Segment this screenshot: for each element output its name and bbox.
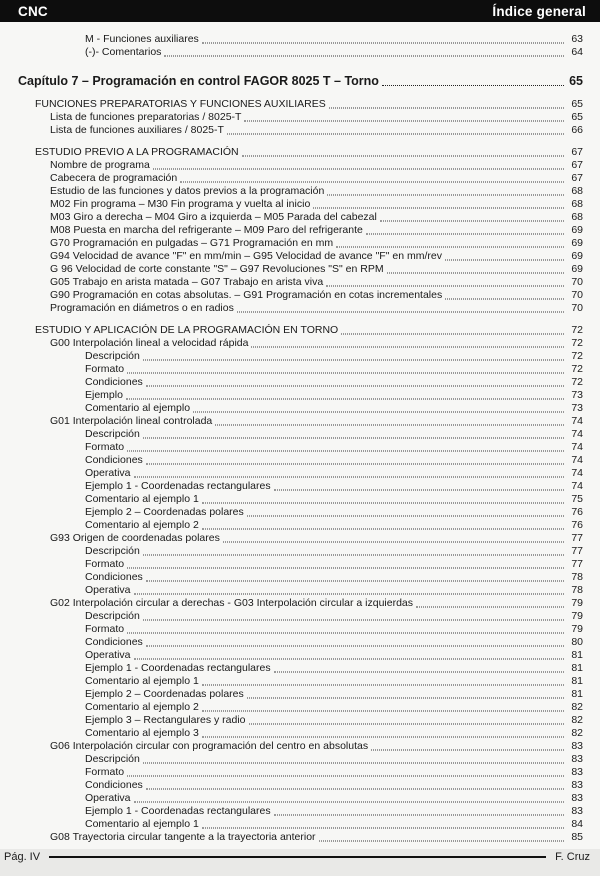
- toc-entry-page: 81: [571, 662, 583, 674]
- toc-entry-title: G06 Interpolación circular con programación del centro en absolutas: [50, 740, 369, 752]
- toc-entry-title: Ejemplo 1 - Coordenadas rectangulares: [85, 662, 271, 674]
- toc-entry-title: Programación en diámetros o en radios: [50, 302, 234, 314]
- dotted-leader: [326, 286, 564, 287]
- toc-entry-title: M08 Puesta en marcha del refrigerante – M09 Paro del refrigerante: [50, 224, 363, 236]
- toc-entry-title: G 96 Velocidad de corte constante "S" – G97 Revoluciones "S" en RPM: [50, 263, 384, 275]
- toc-entry-page: 77: [571, 545, 583, 557]
- toc-entry: [18, 805, 583, 818]
- toc-entry-title: G00 Interpolación lineal a velocidad rápida: [50, 337, 249, 349]
- toc-entry-page: 74: [571, 454, 583, 466]
- toc-entry-title: Comentario al ejemplo 1: [85, 818, 199, 830]
- dotted-leader: [127, 451, 564, 452]
- footer-author: F. Cruz: [555, 851, 590, 863]
- toc-entry-title: Comentario al ejemplo 1: [85, 675, 199, 687]
- toc-entry-title: Condiciones: [85, 376, 143, 388]
- toc-entry: [18, 779, 583, 792]
- toc-entry-page: 70: [571, 289, 583, 301]
- page-header: [0, 0, 600, 22]
- dotted-leader: [247, 698, 564, 699]
- toc-entry-page: 74: [571, 441, 583, 453]
- dotted-leader: [380, 221, 564, 222]
- dotted-leader: [327, 195, 564, 196]
- toc-entry-title: Operativa: [85, 649, 131, 661]
- dotted-leader: [341, 334, 564, 335]
- toc-entry: [18, 636, 583, 649]
- dotted-leader: [127, 776, 564, 777]
- toc-entry-title: Nombre de programa: [50, 159, 150, 171]
- dotted-leader: [202, 503, 564, 504]
- dotted-leader: [223, 542, 564, 543]
- toc-entry: [18, 185, 583, 198]
- toc-entry-title: Formato: [85, 623, 125, 635]
- toc-entry-title: Comentario al ejemplo: [85, 402, 191, 414]
- toc-entry: [18, 324, 583, 337]
- toc-entry: [18, 688, 583, 701]
- toc-entry-title: Descripción: [85, 545, 140, 557]
- dotted-leader: [371, 750, 564, 751]
- toc-entry: [18, 263, 583, 276]
- toc-entry-page: 72: [571, 350, 583, 362]
- dotted-leader: [126, 399, 564, 400]
- header-doc-title: CNC: [18, 3, 48, 19]
- toc-entry: [18, 623, 583, 636]
- toc-entry: [18, 33, 583, 46]
- toc-entry-title: Condiciones: [85, 779, 143, 791]
- toc-entry: [18, 571, 583, 584]
- toc-entry-page: 75: [571, 493, 583, 505]
- dotted-leader: [127, 373, 564, 374]
- toc-entry-title: G02 Interpolación circular a derechas - G03 Interpolación circular a izquierdas: [50, 597, 414, 609]
- toc-entry: [18, 701, 583, 714]
- dotted-leader: [146, 646, 564, 647]
- dotted-leader: [445, 260, 564, 261]
- toc-entry: [18, 766, 583, 779]
- toc-entry: [18, 467, 583, 480]
- toc-entry: [18, 198, 583, 211]
- toc-entry-page: 79: [571, 623, 583, 635]
- toc-entry-title: Formato: [85, 558, 125, 570]
- toc-entry-page: 77: [571, 532, 583, 544]
- dotted-leader: [274, 815, 564, 816]
- toc-entry-page: 83: [571, 740, 583, 752]
- toc-entry: [18, 428, 583, 441]
- toc-entry: [18, 211, 583, 224]
- toc-entry-page: 83: [571, 792, 583, 804]
- dotted-leader: [313, 208, 564, 209]
- toc-entry: [18, 111, 583, 124]
- toc-entry: [18, 584, 583, 597]
- toc-entry-page: 74: [571, 415, 583, 427]
- toc-entry-title: M02 Fin programa – M30 Fin programa y vuelta al inicio: [50, 198, 311, 210]
- footer-rule: [49, 856, 546, 859]
- dotted-leader: [274, 672, 564, 673]
- toc-entry-page: 79: [571, 610, 583, 622]
- toc-entry-title: Ejemplo 3 – Rectangulares y radio: [85, 714, 246, 726]
- toc-entry-page: 72: [571, 363, 583, 375]
- toc-entry-page: 83: [571, 779, 583, 791]
- toc-entry-page: 84: [571, 818, 583, 830]
- toc-entry: [18, 519, 583, 532]
- toc-entry: [18, 545, 583, 558]
- toc-entry-title: Ejemplo 2 – Coordenadas polares: [85, 506, 244, 518]
- dotted-leader: [146, 581, 564, 582]
- toc-entry: [18, 146, 583, 159]
- toc-entry: [18, 506, 583, 519]
- dotted-leader: [146, 386, 564, 387]
- page-footer: [0, 844, 600, 876]
- toc-entry-page: 70: [571, 302, 583, 314]
- toc-entry-title: Operativa: [85, 584, 131, 596]
- dotted-leader: [382, 85, 564, 86]
- dotted-leader: [244, 121, 564, 122]
- toc-entry: [18, 649, 583, 662]
- toc-entry-title: Condiciones: [85, 571, 143, 583]
- toc-entry-title: G01 Interpolación lineal controlada: [50, 415, 213, 427]
- toc-entry: [18, 727, 583, 740]
- toc-entry-title: ESTUDIO PREVIO A LA PROGRAMACIÓN: [35, 146, 239, 158]
- dotted-leader: [336, 247, 564, 248]
- toc-entry-page: 68: [571, 185, 583, 197]
- toc-entry-page: 80: [571, 636, 583, 648]
- toc-entry-page: 83: [571, 766, 583, 778]
- toc-entry-title: Descripción: [85, 428, 140, 440]
- toc-entry-page: 67: [571, 159, 583, 171]
- toc-entry: [18, 740, 583, 753]
- toc-entry: [18, 610, 583, 623]
- dotted-leader: [202, 685, 564, 686]
- dotted-leader: [146, 464, 564, 465]
- toc-entry-page: 82: [571, 701, 583, 713]
- dotted-leader: [274, 490, 564, 491]
- toc-entry: [18, 363, 583, 376]
- toc-entry-title: Formato: [85, 441, 125, 453]
- toc-entry-title: Ejemplo 1 - Coordenadas rectangulares: [85, 480, 271, 492]
- toc-entry-title: FUNCIONES PREPARATORIAS Y FUNCIONES AUXILIARES: [35, 98, 326, 110]
- dotted-leader: [202, 711, 564, 712]
- toc-entry-title: Condiciones: [85, 454, 143, 466]
- dotted-leader: [251, 347, 564, 348]
- toc-entry-page: 76: [571, 506, 583, 518]
- toc-entry-page: 68: [571, 198, 583, 210]
- toc-entry-title: G08 Trayectoria circular tangente a la trayectoria anterior: [50, 831, 316, 843]
- toc-entry: [18, 493, 583, 506]
- toc-entry: [18, 159, 583, 172]
- toc-entry-title: Condiciones: [85, 636, 143, 648]
- toc-entry-title: Comentario al ejemplo 1: [85, 493, 199, 505]
- toc-entry: [18, 753, 583, 766]
- toc-entry-title: Comentario al ejemplo 3: [85, 727, 199, 739]
- toc-entry: [18, 237, 583, 250]
- toc-entry-page: 64: [571, 46, 583, 58]
- toc-entry: [18, 124, 583, 137]
- toc-entry-page: 73: [571, 389, 583, 401]
- dotted-leader: [247, 516, 564, 517]
- toc-entry-page: 69: [571, 263, 583, 275]
- dotted-leader: [319, 841, 564, 842]
- toc-entry-page: 72: [571, 376, 583, 388]
- toc-entry: [18, 792, 583, 805]
- toc-entry: [18, 250, 583, 263]
- toc-entry: [18, 558, 583, 571]
- toc-entry: [18, 224, 583, 237]
- dotted-leader: [416, 607, 564, 608]
- toc-entry-title: (-)- Comentarios: [85, 46, 162, 58]
- dotted-leader: [249, 724, 564, 725]
- footer-page-number: Pág. IV: [4, 851, 41, 863]
- dotted-leader: [134, 594, 564, 595]
- dotted-leader: [134, 477, 564, 478]
- toc-entry-page: 66: [571, 124, 583, 136]
- toc-entry-title: Descripción: [85, 350, 140, 362]
- toc-entry-title: Cabecera de programación: [50, 172, 178, 184]
- dotted-leader: [143, 555, 564, 556]
- dotted-leader: [143, 620, 564, 621]
- toc-entry-title: M03 Giro a derecha – M04 Giro a izquierda – M05 Parada del cabezal: [50, 211, 377, 223]
- toc-entry-page: 73: [571, 402, 583, 414]
- dotted-leader: [193, 412, 564, 413]
- dotted-leader: [143, 360, 564, 361]
- toc-entry-title: Capítulo 7 – Programación en control FAGOR 8025 T – Torno: [18, 74, 379, 88]
- toc-entry-page: 78: [571, 584, 583, 596]
- toc-entry-title: ESTUDIO Y APLICACIÓN DE LA PROGRAMACIÓN EN TORNO: [35, 324, 339, 336]
- toc-entry-page: 69: [571, 250, 583, 262]
- toc-entry-title: Formato: [85, 363, 125, 375]
- toc-entry-page: 77: [571, 558, 583, 570]
- dotted-leader: [180, 182, 564, 183]
- toc-entry: [18, 480, 583, 493]
- toc-entry-page: 78: [571, 571, 583, 583]
- toc-entry: [18, 662, 583, 675]
- toc-entry-title: Descripción: [85, 753, 140, 765]
- toc-entry-page: 82: [571, 714, 583, 726]
- toc-entry-title: G94 Velocidad de avance "F" en mm/min – G95 Velocidad de avance "F" en mm/rev: [50, 250, 442, 262]
- toc-entry-title: Ejemplo 2 – Coordenadas polares: [85, 688, 244, 700]
- dotted-leader: [164, 56, 564, 57]
- dotted-leader: [143, 438, 564, 439]
- dotted-leader: [202, 828, 564, 829]
- dotted-leader: [366, 234, 564, 235]
- toc-entry-page: 68: [571, 211, 583, 223]
- toc-entry-page: 76: [571, 519, 583, 531]
- toc-entry-title: M - Funciones auxiliares: [85, 33, 199, 45]
- toc-entry-page: 74: [571, 480, 583, 492]
- toc-entry-page: 65: [571, 98, 583, 110]
- toc-entry-page: 69: [571, 237, 583, 249]
- dotted-leader: [134, 802, 564, 803]
- toc-entry: [18, 675, 583, 688]
- toc-entry: [18, 597, 583, 610]
- dotted-leader: [143, 763, 564, 764]
- dotted-leader: [445, 299, 564, 300]
- toc-entry-title: Ejemplo: [85, 389, 123, 401]
- toc-entry-page: 63: [571, 33, 583, 45]
- toc-entry-page: 65: [571, 111, 583, 123]
- dotted-leader: [329, 108, 564, 109]
- toc-entry: [18, 402, 583, 415]
- toc-entry-title: Comentario al ejemplo 2: [85, 519, 199, 531]
- toc-entry-page: 85: [571, 831, 583, 843]
- dotted-leader: [127, 633, 564, 634]
- toc-entry-page: 69: [571, 224, 583, 236]
- toc-entry-title: Lista de funciones auxiliares / 8025-T: [50, 124, 224, 136]
- toc-entry: [18, 289, 583, 302]
- toc-entry: [18, 302, 583, 315]
- dotted-leader: [215, 425, 564, 426]
- dotted-leader: [134, 659, 564, 660]
- toc-entry-page: 74: [571, 467, 583, 479]
- toc-entry-title: Ejemplo 1 - Coordenadas rectangulares: [85, 805, 271, 817]
- toc-entry-page: 81: [571, 649, 583, 661]
- header-section-title: Índice general: [492, 3, 586, 19]
- toc-entry-title: Operativa: [85, 792, 131, 804]
- dotted-leader: [153, 169, 564, 170]
- toc-entry-page: 83: [571, 753, 583, 765]
- toc-entry-page: 72: [571, 337, 583, 349]
- toc-entry: [18, 441, 583, 454]
- toc-entry-page: 79: [571, 597, 583, 609]
- toc-entry: [18, 831, 583, 844]
- toc-entry-page: 72: [571, 324, 583, 336]
- toc-entry: [18, 73, 583, 89]
- toc-entry-title: G70 Programación en pulgadas – G71 Programación en mm: [50, 237, 334, 249]
- toc-entry: [18, 818, 583, 831]
- toc-entry: [18, 376, 583, 389]
- toc-entry-page: 67: [571, 172, 583, 184]
- dotted-leader: [242, 156, 564, 157]
- toc-entry: [18, 172, 583, 185]
- toc-entry-page: 82: [571, 727, 583, 739]
- toc-entry: [18, 98, 583, 111]
- dotted-leader: [127, 568, 564, 569]
- toc-entry: [18, 454, 583, 467]
- toc-entry-title: Descripción: [85, 610, 140, 622]
- toc-entry: [18, 415, 583, 428]
- toc-entry-title: Comentario al ejemplo 2: [85, 701, 199, 713]
- toc-entry-title: Formato: [85, 766, 125, 778]
- toc-entry: [18, 337, 583, 350]
- dotted-leader: [202, 529, 564, 530]
- toc-entry-page: 67: [571, 146, 583, 158]
- toc-entry-page: 83: [571, 805, 583, 817]
- toc-entry-page: 81: [571, 675, 583, 687]
- toc-entry-title: G90 Programación en cotas absolutas. – G91 Programación en cotas incrementales: [50, 289, 443, 301]
- dotted-leader: [146, 789, 564, 790]
- toc-entry-title: Operativa: [85, 467, 131, 479]
- toc-entry: [18, 714, 583, 727]
- toc-entry-title: G05 Trabajo en arista matada – G07 Trabajo en arista viva: [50, 276, 324, 288]
- toc-entry-page: 81: [571, 688, 583, 700]
- dotted-leader: [237, 312, 564, 313]
- toc-entry-title: Lista de funciones preparatorias / 8025-T: [50, 111, 242, 123]
- toc-list: [0, 22, 600, 844]
- toc-entry-page: 65: [569, 74, 583, 88]
- dotted-leader: [387, 273, 564, 274]
- dotted-leader: [202, 737, 564, 738]
- dotted-leader: [202, 43, 564, 44]
- toc-entry: [18, 389, 583, 402]
- dotted-leader: [227, 134, 564, 135]
- toc-entry: [18, 276, 583, 289]
- toc-entry-title: G93 Origen de coordenadas polares: [50, 532, 220, 544]
- toc-entry: [18, 350, 583, 363]
- toc-entry: [18, 46, 583, 59]
- toc-entry-title: Estudio de las funciones y datos previos a la programación: [50, 185, 325, 197]
- toc-entry-page: 74: [571, 428, 583, 440]
- toc-entry-page: 70: [571, 276, 583, 288]
- toc-entry: [18, 532, 583, 545]
